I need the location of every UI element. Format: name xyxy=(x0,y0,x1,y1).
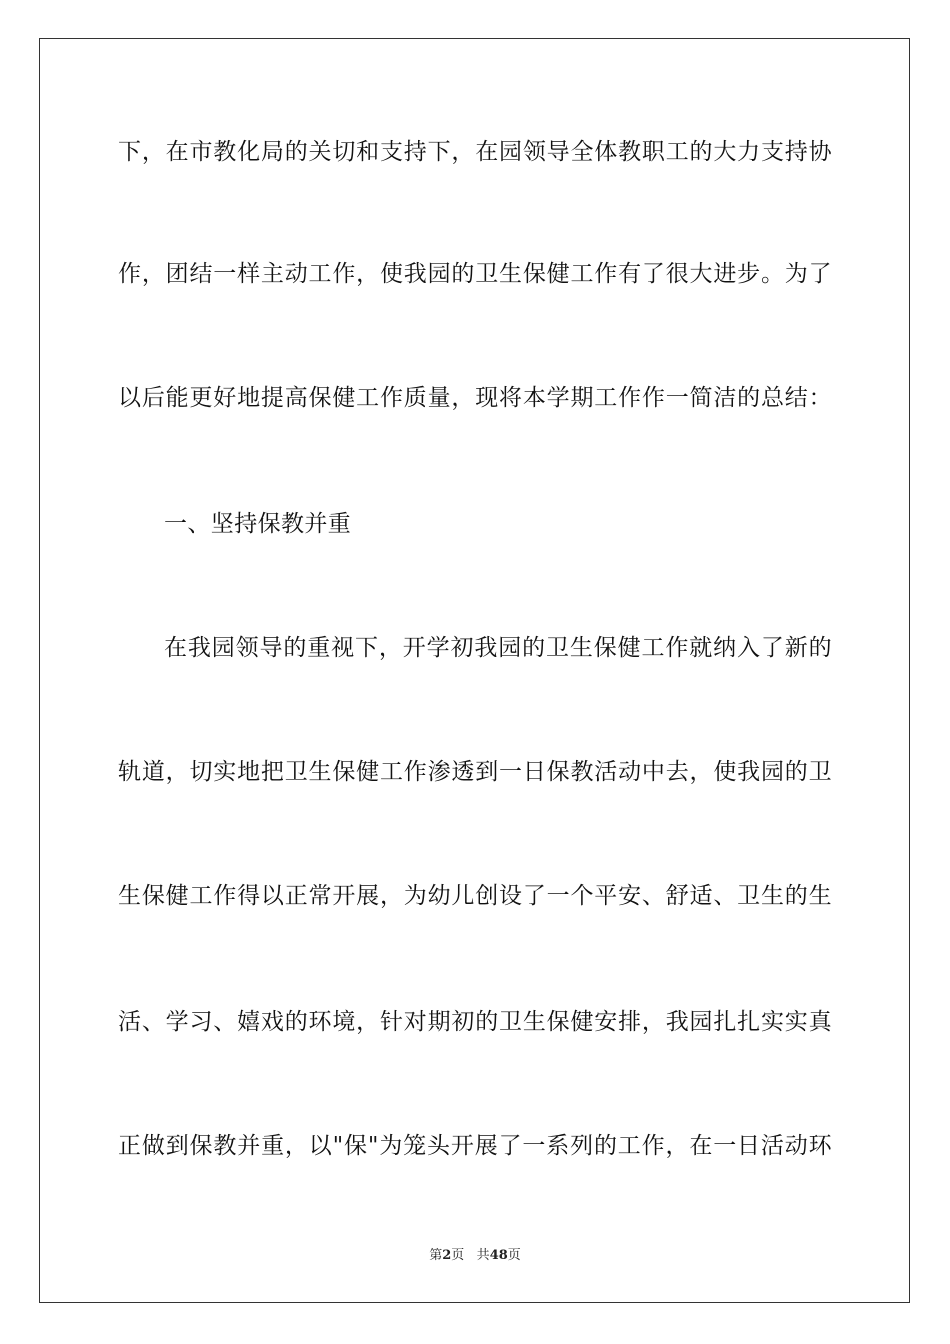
page-frame xyxy=(39,38,910,1303)
footer-page-word: 页 xyxy=(451,1248,465,1263)
page-footer xyxy=(0,1247,950,1265)
footer-total-prefix: 共 xyxy=(476,1248,490,1263)
footer-prefix: 第 xyxy=(429,1248,443,1263)
body-line-7: 生保健工作得以正常开展，为幼儿创设了一个平安、舒适、卫生的生 xyxy=(118,883,832,909)
body-line-2: 作，团结一样主动工作，使我园的卫生保健工作有了很大进步。为了 xyxy=(118,261,832,287)
body-line-5: 在我园领导的重视下，开学初我园的卫生保健工作就纳入了新的 xyxy=(164,635,832,661)
section-heading: 一、坚持保教并重 xyxy=(164,511,352,537)
body-line-8: 活、学习、嬉戏的环境，针对期初的卫生保健安排，我园扎扎实实真 xyxy=(118,1009,832,1035)
body-line-3: 以后能更好地提高保健工作质量，现将本学期工作作一简洁的总结： xyxy=(118,385,832,411)
footer-total-pages: 48 xyxy=(489,1248,508,1263)
body-line-9: 正做到保教并重，以"保"为笼头开展了一系列的工作，在一日活动环 xyxy=(118,1133,832,1159)
footer-current-page: 2 xyxy=(442,1248,452,1263)
footer-total-suffix: 页 xyxy=(507,1248,521,1263)
body-line-1: 下，在市教化局的关切和支持下，在园领导全体教职工的大力支持协 xyxy=(118,139,832,165)
body-line-6: 轨道，切实地把卫生保健工作渗透到一日保教活动中去，使我园的卫 xyxy=(118,759,832,785)
